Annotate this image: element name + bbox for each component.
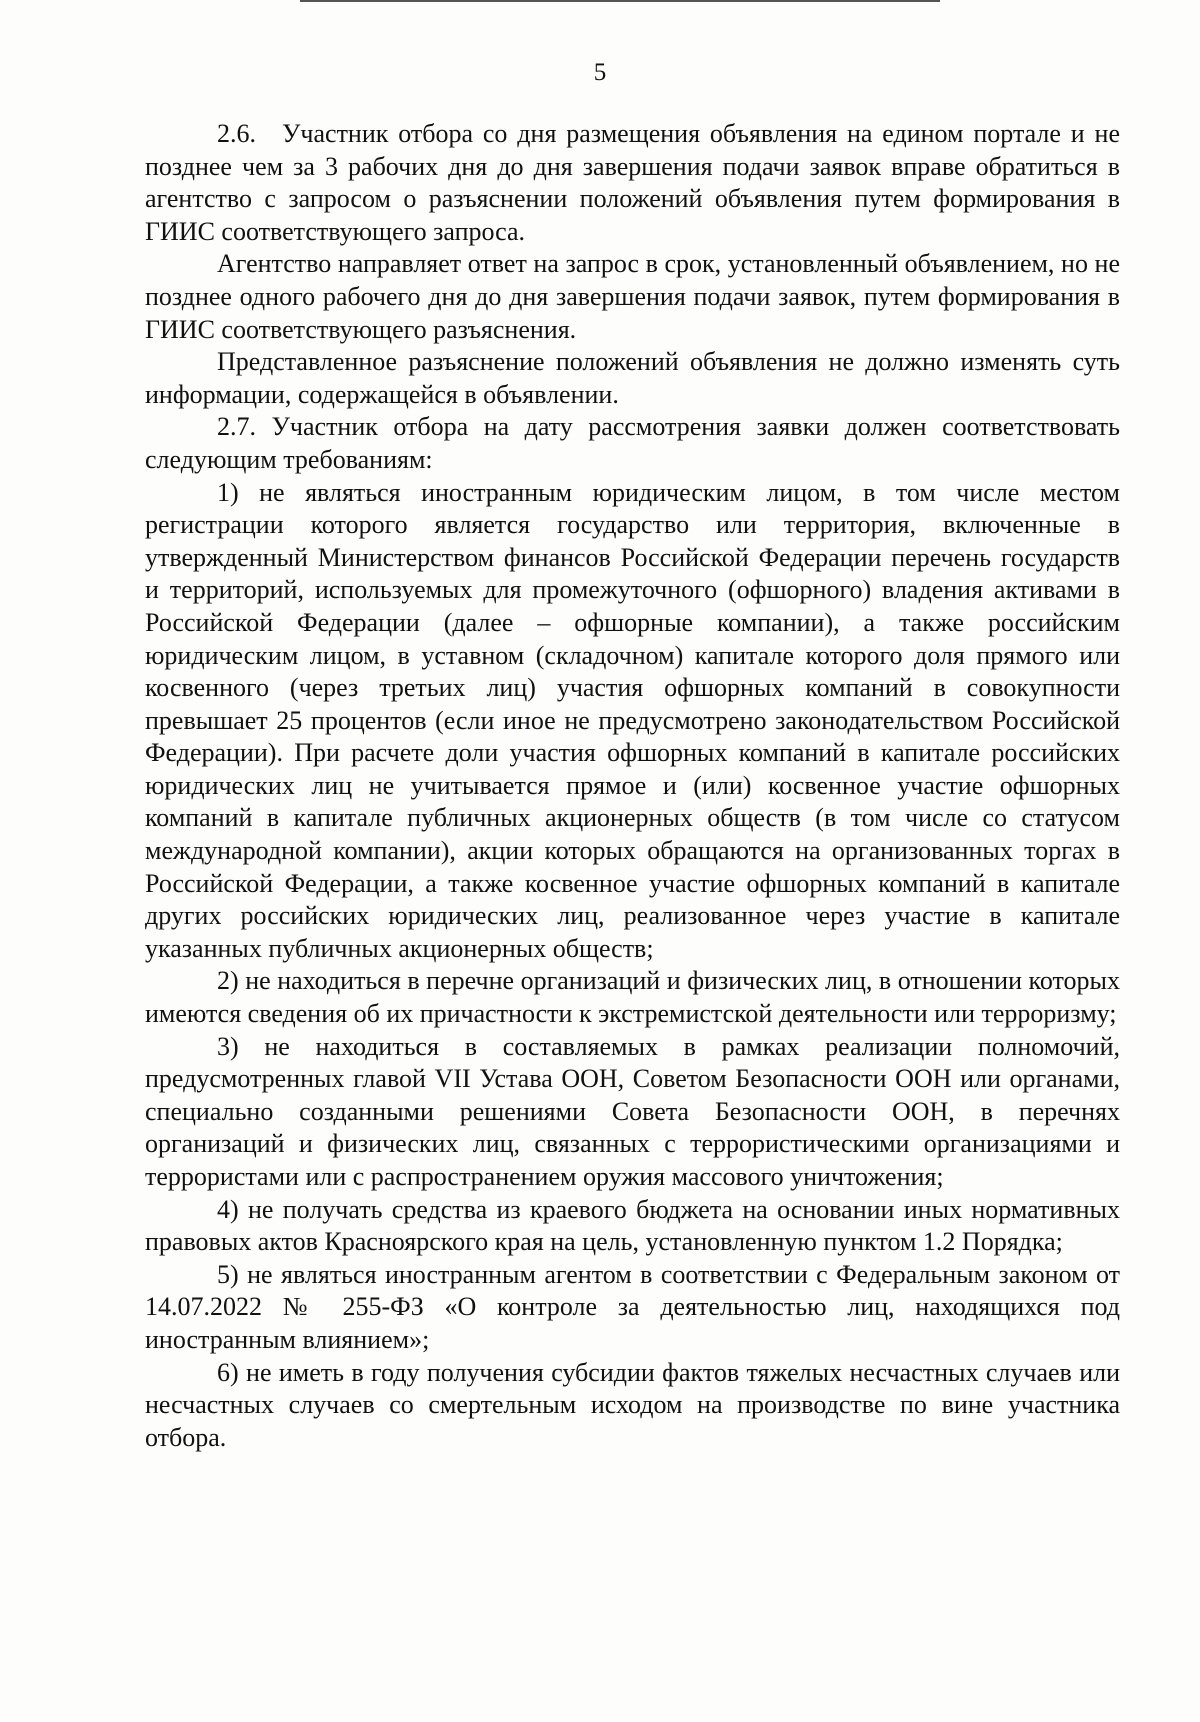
requirement-4: 4) не получать средства из краевого бюджета на основании иных нормативных правовых актов Красноярского края на цель, установленную пунктом 1.2 Порядка; [145, 1194, 1120, 1257]
paragraph-agency-response: Агентство направляет ответ на запрос в срок, установленный объявлением, но не позднее одного рабочего дня до дня завершения подачи заявок, путем формирования в ГИИС соответствующего разъяснения. [145, 249, 1120, 344]
requirement-5: 5) не являться иностранным агентом в соответствии с Федеральным законом от 14.07.2022 № 255-ФЗ «О контроле за деятельностью лиц, находящихся под иностранным влиянием»; [145, 1259, 1120, 1354]
requirement-3: 3) не находиться в составляемых в рамках реализации полномочий, предусмотренных главой VII Устава ООН, Советом Безопасности ООН или органами, специально созданными решениями Совета Безопасности ООН, в перечнях организаций и физических лиц, связанных с террористическими организациями и террористами или с распространением оружия массового уничтожения; [145, 1031, 1120, 1191]
scan-edge-line [300, 0, 940, 2]
page-number: 5 [593, 59, 607, 86]
requirement-6: 6) не иметь в году получения субсидии фактов тяжелых несчастных случаев или несчастных случаев со смертельным исходом на производстве по вине участника отбора. [145, 1357, 1120, 1452]
document-body [145, 118, 1120, 1454]
paragraph-2-6: 2.6. Участник отбора со дня размещения объявления на едином портале и не позднее чем за 3 рабочих дня до дня завершения подачи заявок вправе обратиться в агентство с запросом о разъяснении положений объявления путем формирования в ГИИС соответствующего запроса. [145, 119, 1120, 246]
requirement-2: 2) не находиться в перечне организаций и физических лиц, в отношении которых имеются сведения об их причастности к экстремистской деятельности или терроризму; [145, 966, 1120, 1029]
paragraph-2-7: 2.7. Участник отбора на дату рассмотрения заявки должен соответствовать следующим требованиям: [145, 412, 1120, 474]
requirement-1: 1) не являться иностранным юридическим лицом, в том числе местом регистрации которого является государство или территория, включенные в утвержденный Министерством финансов Российской Федерации перечень государств и территорий, используемых для промежуточного (офшорного) владения активами в Российской Федерации (далее – офшорные компании), а также российским юридическим лицом, в уставном (складочном) капитале которого доля прямого или косвенного (через третьих лиц) участия офшорных компаний в совокупности превышает 25 процентов (если иное не предусмотрено законодательством Российской Федерации). При расчете доли участия офшорных компаний в капитале российских юридических лиц не учитывается прямое и (или) косвенное участие офшорных компаний в капитале публичных акционерных обществ (в том числе со статусом международной компании), акции которых обращаются на организованных торгах в Российской Федерации, а также косвенное участие офшорных компаний в капитале других российских юридических лиц, реализованное через участие в капитале указанных публичных акционерных обществ; [145, 477, 1120, 963]
paragraph-clarification: Представленное разъяснение положений объявления не должно изменять суть информации, содержащейся в объявлении. [145, 347, 1120, 409]
